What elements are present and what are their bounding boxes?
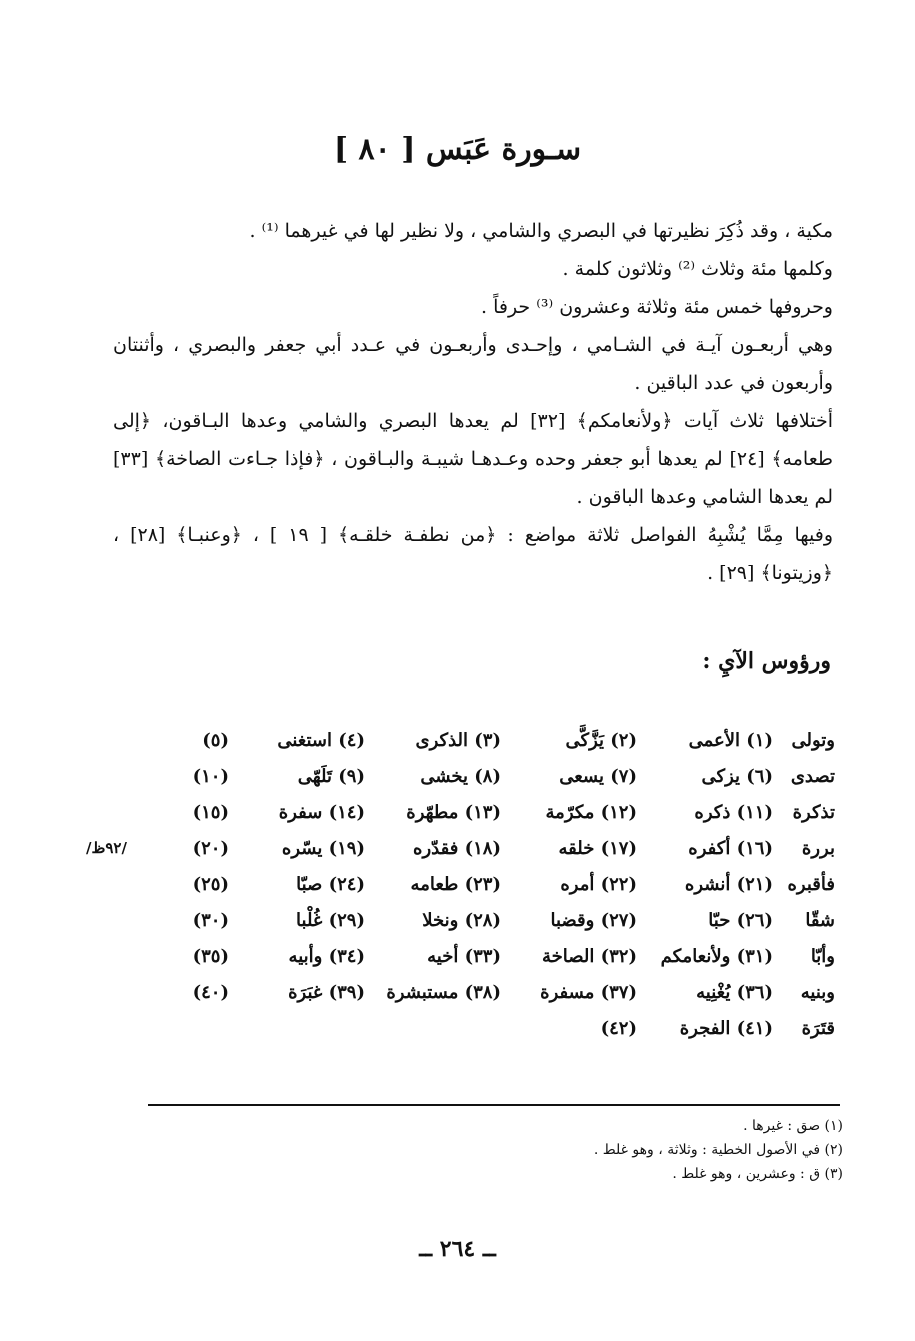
verse-ending: (٣٤) وأبيه xyxy=(288,945,365,967)
verse-ending: (٧) يسعى xyxy=(559,765,637,787)
verse-ending: (٨) يخشى xyxy=(420,765,501,787)
verse-ending: (١٧) خلقه xyxy=(558,837,637,859)
verse-ending: فأقبره xyxy=(787,873,835,895)
intro-paragraph: مكية ، وقد ذُكِرَ نظيرتها في البصري والشامي ، ولا نظير لها في غيرهما ⁽¹⁾ . xyxy=(249,220,833,242)
verse-ending: (٤) استغنى xyxy=(277,729,365,751)
verse-ending: (٢٧) وقضبا xyxy=(550,909,637,931)
intro-paragraph: وهي أربعـون آيـة في الشـامي ، وإحـدى وأربعـون في عـدد أبي جعفر والبصري ، وأثنتان وأربعون في عدد الباقين . xyxy=(113,334,833,394)
verse-ending: (١١) ذكره xyxy=(694,801,773,823)
verse-ending: تذكرة xyxy=(792,801,835,823)
verse-ending: وبنيه xyxy=(800,981,835,1003)
page-number: ــ ٢٦٤ ــ xyxy=(419,1236,496,1262)
verse-ending: (٣) الذكرى xyxy=(415,729,501,751)
verse-ending: (٩) تَلَهّى xyxy=(297,765,365,787)
verse-ending: (١٤) سفرة xyxy=(278,801,365,823)
intro-paragraph: وحروفها خمس مئة وثلاثة وعشرون ⁽³⁾ حرفاً . xyxy=(481,296,833,318)
footnote: (٢) في الأصول الخطية : وثلاثة ، وهو غلط . xyxy=(593,1142,843,1158)
verse-ending: (١٢) مكرّمة xyxy=(545,801,637,823)
verse-row xyxy=(85,1010,835,1046)
verse-ending: (٣٧) مسفرة xyxy=(540,981,637,1003)
footnote: (١) صق : غيرها . xyxy=(743,1118,843,1134)
verse-ending: (٢) يَزَّكَّى xyxy=(565,729,637,751)
verse-ending: (٥) xyxy=(202,729,229,751)
verse-ending: (١٦) أكفره xyxy=(688,837,773,859)
verse-ending: (٣٩) غبَرَة xyxy=(288,981,365,1003)
footnote: (٣) ق : وعشرين ، وهو غلط . xyxy=(672,1166,843,1182)
verse-ending: بررة xyxy=(801,837,835,859)
verse-ending: (٣٦) يُغْنِيه xyxy=(696,981,773,1003)
surah-title: سـورة عَبَس [ ٨٠ ] xyxy=(333,132,582,167)
manuscript-folio-note: /٩٢ظ/ xyxy=(86,839,127,857)
verse-row xyxy=(85,794,835,830)
footnotes xyxy=(143,1114,843,1186)
verse-ending: (٢٦) حبّا xyxy=(708,909,773,931)
verse-row xyxy=(85,938,835,974)
verse-ending: (١٣) مطهّرة xyxy=(406,801,501,823)
verse-ending: (٣١) ولأنعامكم xyxy=(660,945,773,967)
verses-heading: ورؤوس الآيِ : xyxy=(702,648,831,674)
verse-ending: (٣٢) الصاخة xyxy=(541,945,637,967)
verse-ending: (٣٨) مستبشرة xyxy=(386,981,501,1003)
verse-row xyxy=(85,902,835,938)
verse-ending: (٤٢) xyxy=(600,1017,637,1039)
verse-ending: (٢٢) أمره xyxy=(560,873,637,895)
verse-ending: (٣٥) xyxy=(192,945,229,967)
verse-row xyxy=(85,722,835,758)
footnote-divider xyxy=(148,1104,840,1106)
verse-ending: (١٠) xyxy=(192,765,229,787)
verse-row xyxy=(85,830,835,866)
verse-ending: (٤٠) xyxy=(192,981,229,1003)
verse-ending: (٣٣) أخيه xyxy=(427,945,501,967)
verse-ending: (٢٠) xyxy=(192,837,229,859)
verse-ending: وتولى xyxy=(791,729,835,751)
intro-paragraph: وفيها مِمَّا يُشْبِهُ الفواصل ثلاثة مواضع : ﴿من نطفـة خلقـه﴾ [ ١٩ ] ، ﴿وعنبـا﴾ [٢٨] ، ﴿وزيتونا﴾ [٢٩] . xyxy=(113,524,833,584)
verse-row xyxy=(85,866,835,902)
intro-paragraph: أختلافها ثلاث آيات ﴿ولأنعامكم﴾ [٣٢] لم يعدها البصري والشامي وعدها البـاقون، ﴿إلى طعامه﴾ [٢٤] لم يعدها أبو جعفر وحده وعـدهـا شيبـة والبـاقون ، ﴿فإذا جـاءت الصاخة﴾ [٣٣] لم يعدها الشامي وعدها الباقون . xyxy=(113,410,833,508)
verse-ending: (٢٥) xyxy=(192,873,229,895)
verse-ending: شقّا xyxy=(805,909,835,931)
verse-ending: (٣٠) xyxy=(192,909,229,931)
verse-ending: قتَرَة xyxy=(801,1017,835,1039)
verse-ending: (٢١) أنشره xyxy=(684,873,773,895)
verse-ending: (١٨) فقدّره xyxy=(413,837,501,859)
verse-ending: تصدى xyxy=(790,765,835,787)
verse-ending: وأبّا xyxy=(810,945,835,967)
verse-ending: (٢٨) ونخلا xyxy=(422,909,501,931)
intro-paragraph: وكلمها مئة وثلاث ⁽²⁾ وثلاثون كلمة . xyxy=(562,258,833,280)
verse-row xyxy=(85,974,835,1010)
verse-ending: (٦) يزكى xyxy=(701,765,773,787)
verse-ending: (١٥) xyxy=(192,801,229,823)
verse-row xyxy=(85,758,835,794)
verse-ending: (٢٣) طعامه xyxy=(410,873,501,895)
verse-ending: (٢٤) صبّا xyxy=(296,873,365,895)
verse-endings-table xyxy=(85,722,835,1046)
verse-ending: (٤١) الفجرة xyxy=(679,1017,773,1039)
verse-ending: (١) الأعمى xyxy=(688,729,773,751)
intro-text xyxy=(113,212,833,592)
verse-ending: (١٩) يسّره xyxy=(281,837,365,859)
verse-ending: (٢٩) غُلْبا xyxy=(296,909,365,931)
